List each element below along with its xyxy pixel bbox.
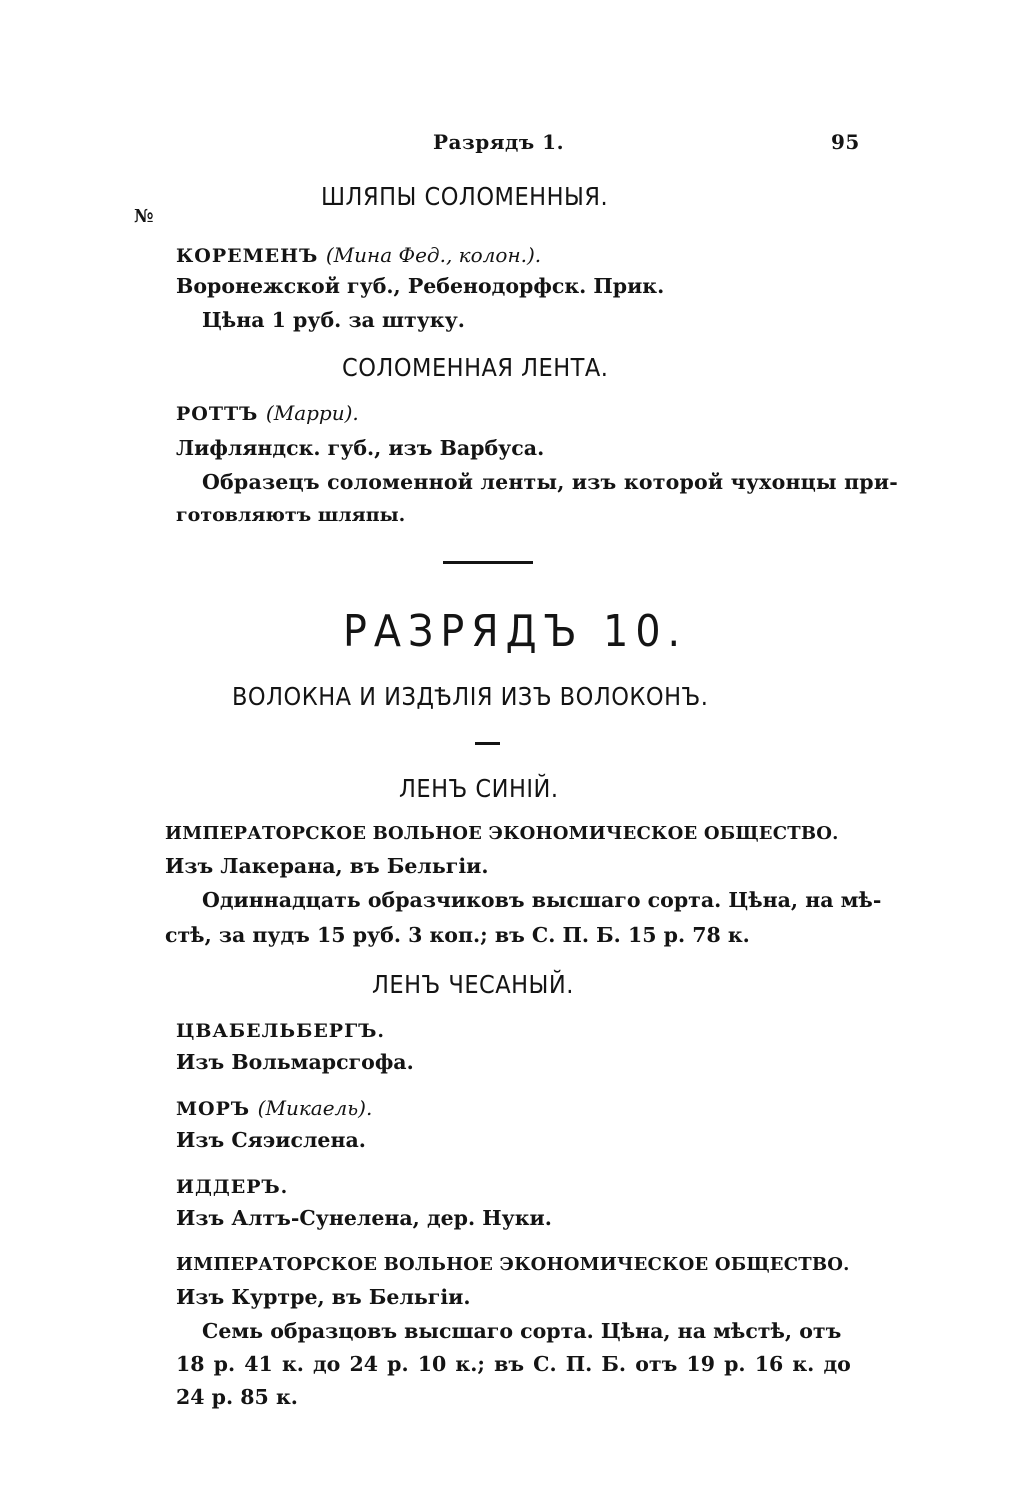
exhibitor-name-text: РОТТЪ bbox=[176, 403, 259, 425]
section-title-blue-flax: ЛЕНЪ СИНІЙ. bbox=[399, 774, 559, 803]
entry-line: Одиннадцать образчиковъ высшаго сорта. Цѣна, на мѣ- bbox=[202, 888, 882, 912]
division-subtitle: ВОЛОКНА И ИЗДѢЛІЯ ИЗЪ ВОЛОКОНЪ. bbox=[232, 682, 709, 711]
entry-line: Изъ Вольмарсгофа. bbox=[176, 1050, 414, 1074]
number-sign: № bbox=[134, 206, 154, 227]
exhibitor-note: (Микаель). bbox=[257, 1096, 373, 1120]
entry-line: Образецъ соломенной ленты, изъ которой чухонцы при- bbox=[202, 470, 898, 494]
entry-line: Изъ Лакерана, въ Бельгіи. bbox=[165, 854, 489, 878]
exhibitor-name: ИМПЕРАТОРСКОЕ ВОЛЬНОЕ ЭКОНОМИЧЕСКОЕ ОБЩЕСТВО. bbox=[165, 823, 839, 844]
entry-line: Лифляндск. губ., изъ Варбуса. bbox=[176, 436, 545, 460]
exhibitor-name-text: КОРЕМЕНЪ bbox=[176, 245, 319, 267]
section-title-combed-flax: ЛЕНЪ ЧЕСАНЫЙ. bbox=[372, 970, 574, 999]
entry-line: Изъ Куртре, въ Бельгіи. bbox=[176, 1285, 471, 1309]
entry-line: Воронежской губ., Ребенодорфск. Прик. bbox=[176, 274, 665, 298]
entry-line: Изъ Сяэислена. bbox=[176, 1128, 366, 1152]
short-divider bbox=[475, 742, 500, 745]
section-divider bbox=[443, 561, 533, 564]
exhibitor-note: (Мина Фед., колон.). bbox=[325, 243, 542, 267]
running-header: Разрядъ 1. bbox=[433, 130, 565, 154]
exhibitor-name-text: МОРЪ bbox=[176, 1098, 251, 1120]
page-number: 95 bbox=[831, 130, 860, 154]
entry-line: Цѣна 1 руб. за штуку. bbox=[202, 308, 465, 332]
entry-line: 18 р. 41 к. до 24 р. 10 к.; въ С. П. Б. отъ 19 р. 16 к. до bbox=[176, 1352, 851, 1376]
exhibitor-name: ИМПЕРАТОРСКОЕ ВОЛЬНОЕ ЭКОНОМИЧЕСКОЕ ОБЩЕСТВО. bbox=[176, 1254, 850, 1275]
exhibitor-name bbox=[176, 245, 541, 266]
exhibitor-name: ИДДЕРЪ. bbox=[176, 1176, 289, 1198]
exhibitor-name bbox=[176, 1098, 372, 1119]
exhibitor-note: (Марри). bbox=[265, 401, 359, 425]
entry-line: Изъ Алтъ-Сунелена, дер. Нуки. bbox=[176, 1206, 552, 1230]
division-title: РАЗРЯДЪ 10. bbox=[343, 606, 688, 657]
entry-line: готовляютъ шляпы. bbox=[176, 504, 406, 526]
section-title-straw-ribbon: СОЛОМЕННАЯ ЛЕНТА. bbox=[342, 353, 609, 382]
section-title-straw-hats: ШЛЯПЫ СОЛОМЕННЫЯ. bbox=[321, 182, 609, 211]
entry-line: 24 р. 85 к. bbox=[176, 1385, 298, 1409]
exhibitor-name bbox=[176, 403, 359, 424]
exhibitor-name: ЦВАБЕЛЬБЕРГЪ. bbox=[176, 1020, 386, 1042]
entry-line: стѣ, за пудъ 15 руб. 3 коп.; въ С. П. Б. 15 р. 78 к. bbox=[165, 923, 750, 947]
entry-line: Семь образцовъ высшаго сорта. Цѣна, на мѣстѣ, отъ bbox=[202, 1319, 842, 1343]
